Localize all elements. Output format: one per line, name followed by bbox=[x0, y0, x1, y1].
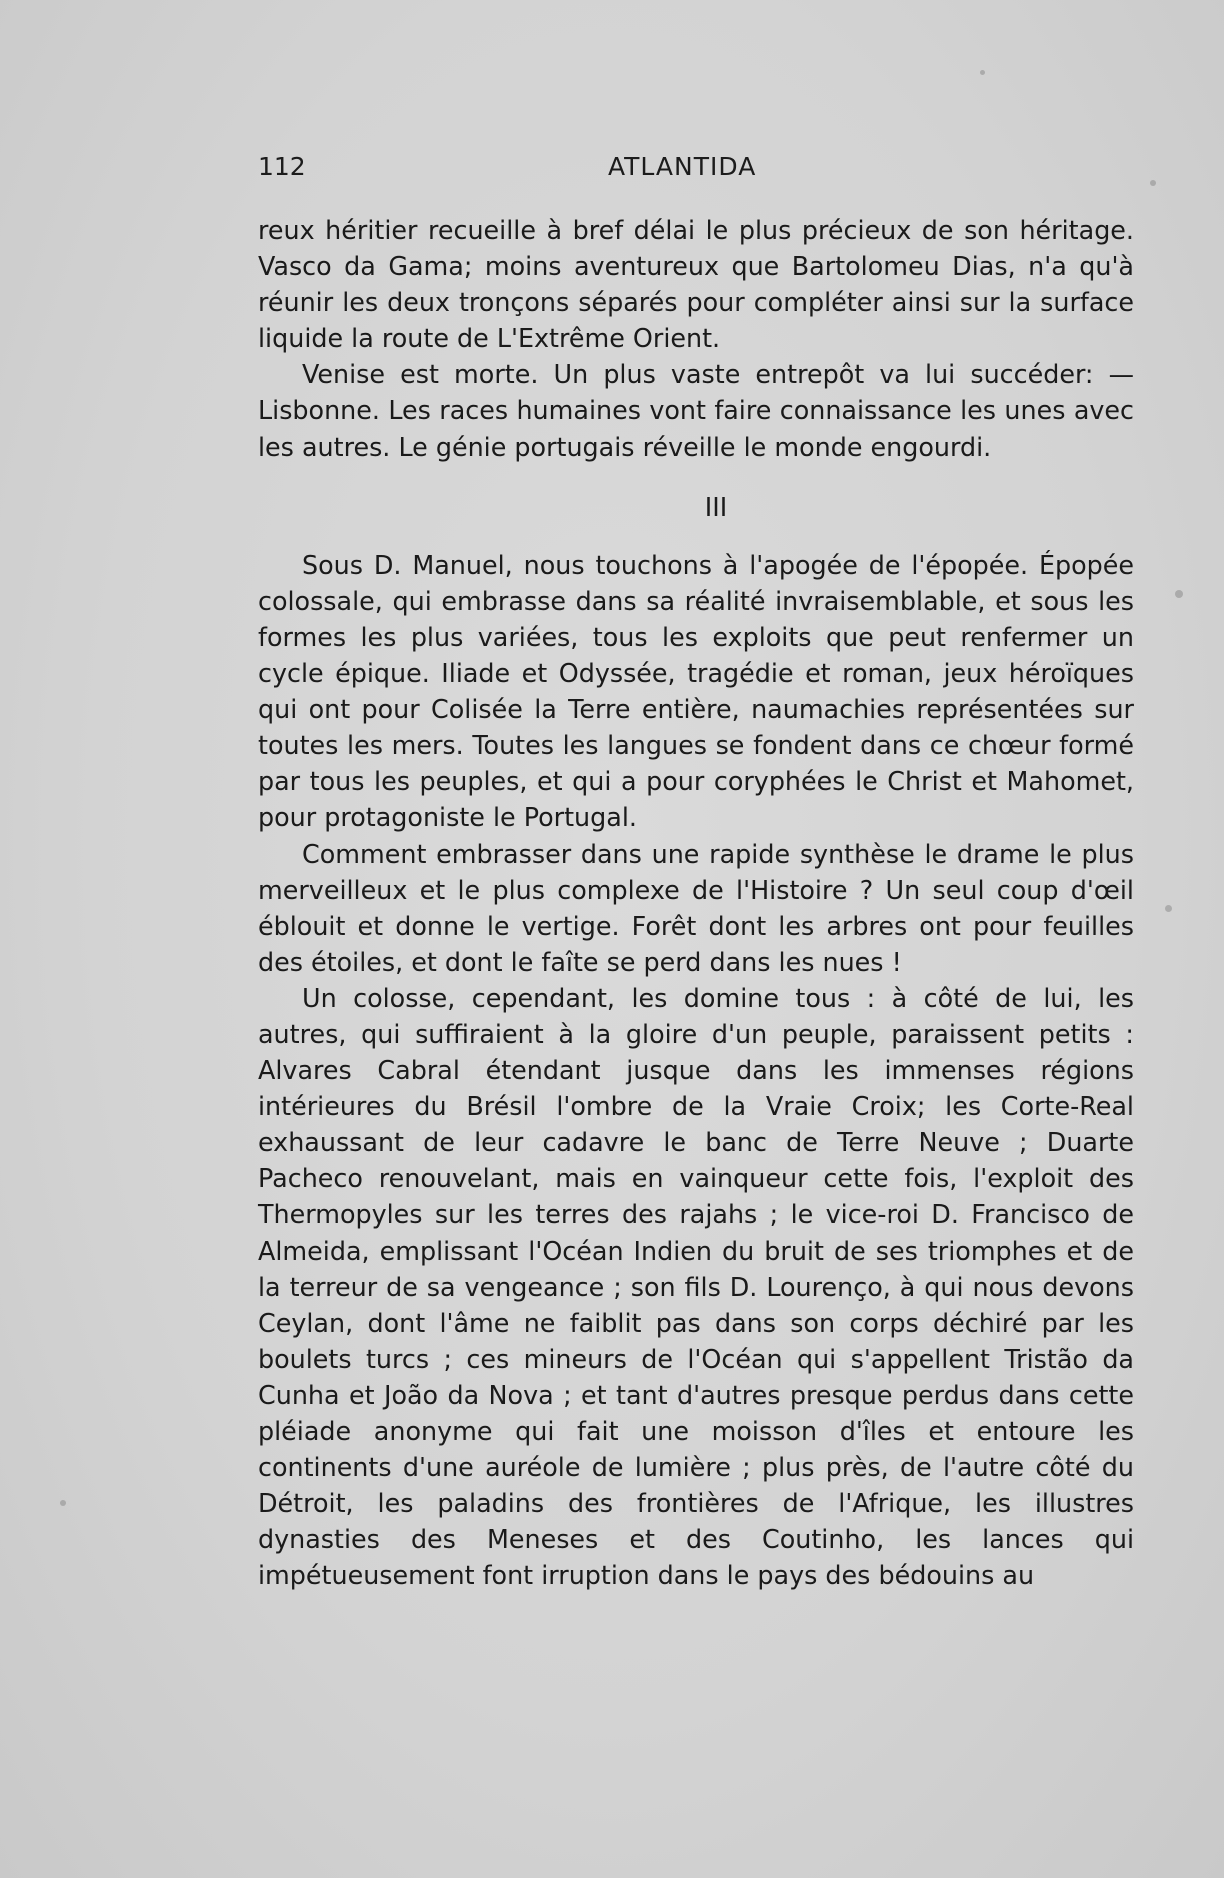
running-title: ATLANTIDA bbox=[608, 152, 757, 181]
paper-speck bbox=[1175, 590, 1183, 598]
paper-speck bbox=[980, 70, 985, 75]
page-number: 112 bbox=[258, 152, 306, 181]
paper-speck bbox=[1150, 180, 1156, 186]
paragraph: Comment embrasser dans une rapide synthèse le drame le plus merveilleux et le plus complexe de l'Histoire ? Un seul coup d'œil éblouit et donne le vertige. Forêt dont les arbres ont pour feuilles des étoiles, et dont le faîte se perd dans les nues ! bbox=[258, 838, 1134, 977]
paper-speck bbox=[60, 1500, 66, 1506]
paper-speck bbox=[1165, 905, 1172, 912]
paragraph: reux héritier recueille à bref délai le plus précieux de son héritage. Vasco da Gama; moins aventureux que Bartolomeu Dias, n'a qu'à réunir les deux tronçons séparés pour compléter ainsi sur la surface liquide la route de L'Extrême Orient. bbox=[258, 215, 1134, 354]
paragraph: Un colosse, cependant, les domine tous : à côté de lui, les autres, qui suffiraient à la gloire d'un peuple, paraissent petits : Alvares Cabral étendant jusque dans les immenses régions intérieures du Brésil l'ombre de la Vraie Croix; les Corte-Real exhaussant de leur cadavre le banc de Terre Neuve ; Duarte Pacheco renouvelant, mais en vainqueur cette fois, l'exploit des Thermopyles sur les terres des rajahs ; le vice-roi D. Francisco de Almeida, emplissant l'Océan Indien du bruit de ses triomphes et de la terreur de sa vengeance ; son fils D. Lourenço, à qui nous devons Ceylan, dont l'âme ne faiblit pas dans son corps déchiré par les boulets turcs ; ces mineurs de l'Océan qui s'appellent Tristão da Cunha et João da Nova ; et tant d'autres presque perdus dans cette pléiade anonyme qui fait une moisson d'îles et entoure les continents d'une auréole de lumière ; plus près, de l'autre côté du Détroit, les paladins des frontières de l'Afrique, les illustres dynasties des Meneses et des Coutinho, les lances qui impétueusement font irruption dans le pays des bédouins au bbox=[258, 982, 1134, 1591]
section-heading: III bbox=[704, 491, 728, 522]
paragraph: Sous D. Manuel, nous touchons à l'apogée de l'épopée. Épopée colossale, qui embrasse dans sa réalité invraisemblable, et sous les formes les plus variées, tous les exploits que peut renfermer un cycle épique. Iliade et Odyssée, tragédie et roman, jeux héroïques qui ont pour Colisée la Terre entière, naumachies représentées sur toutes les mers. Toutes les langues se fondent dans ce chœur formé par tous les peuples, et qui a pour coryphées le Christ et Mahomet, pour protagoniste le Portugal. bbox=[258, 549, 1134, 833]
paragraph: Venise est morte. Un plus vaste entrepôt va lui succéder: — Lisbonne. Les races humaines vont faire connaissance les unes avec les autres. Le génie portugais réveille le monde engourdi. bbox=[258, 359, 1134, 462]
body-text bbox=[258, 212, 1134, 1593]
page-header bbox=[258, 152, 1134, 188]
